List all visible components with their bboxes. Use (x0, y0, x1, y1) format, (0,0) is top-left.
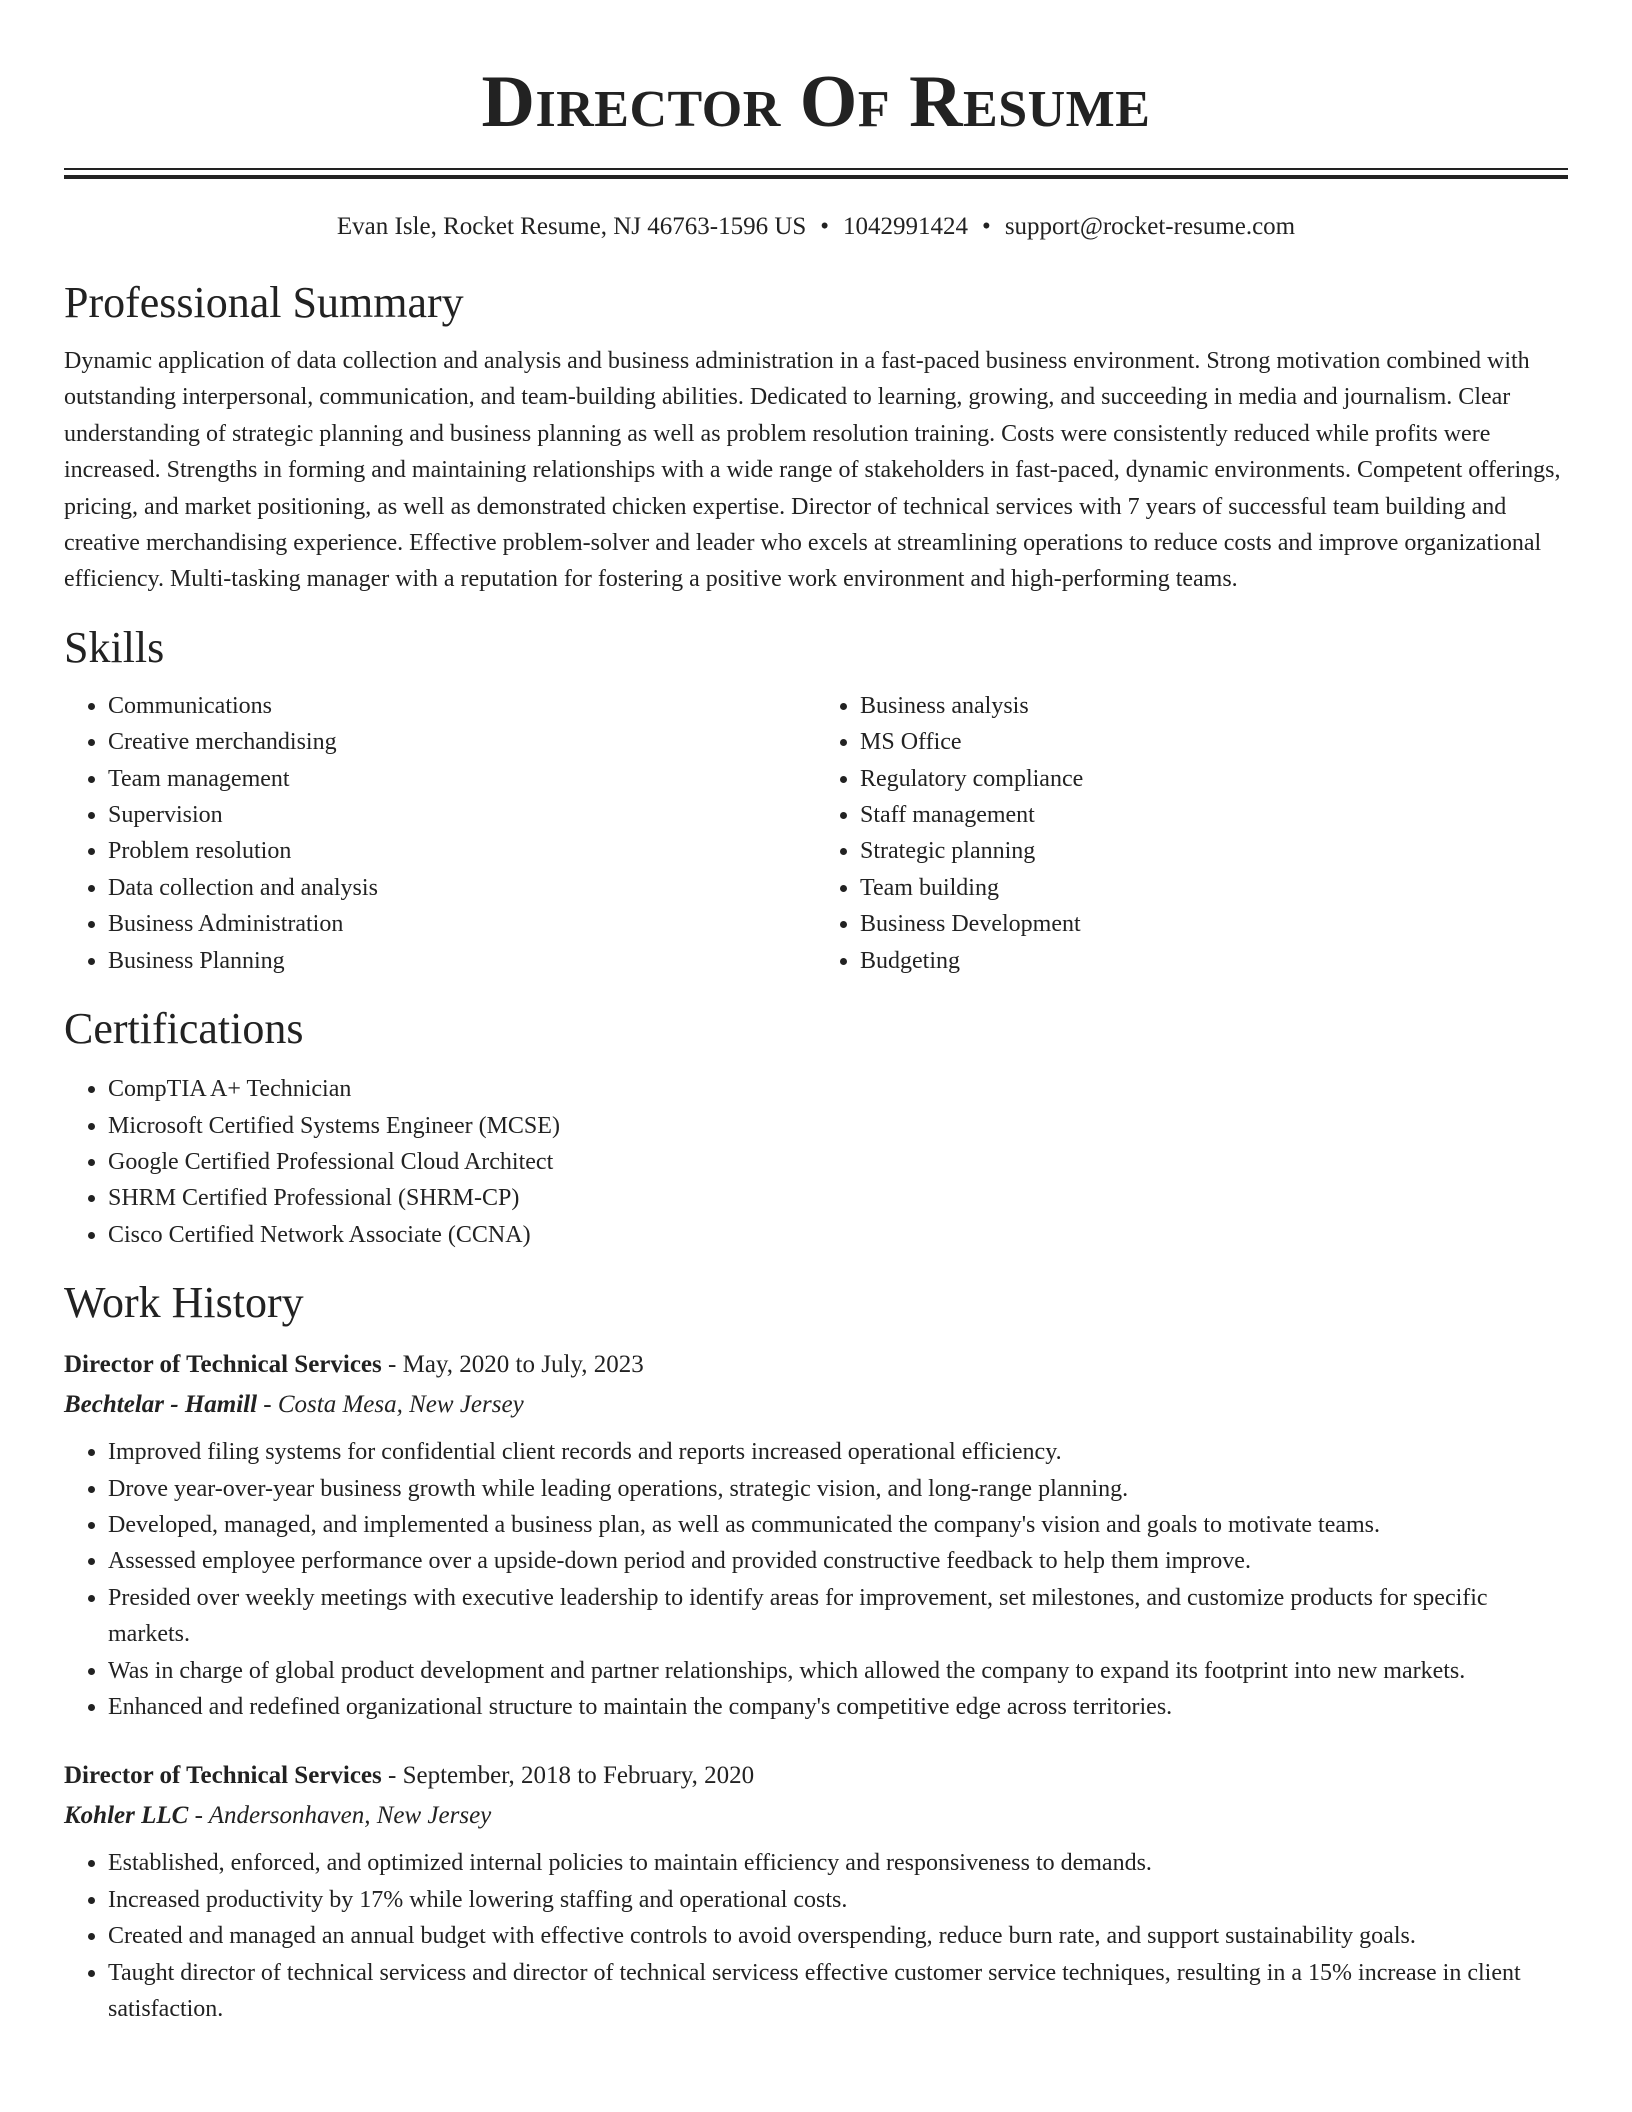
skill-item: • Supervision (108, 797, 816, 833)
job-dates: - May, 2020 to July, 2023 (381, 1351, 644, 1379)
skill-item: • Budgeting (860, 943, 1568, 979)
skill-item: • Team building (860, 870, 1568, 906)
job-bullet: • Enhanced and redefined organizational structure to maintain the company's competitive edge across territories. (108, 1689, 1568, 1725)
contact-phone: 1042991424 (843, 213, 969, 240)
job-location: - Costa Mesa, New Jersey (257, 1391, 524, 1419)
work-history-heading: Work History (64, 1278, 304, 1328)
contact-email: support@rocket-resume.com (1004, 213, 1296, 240)
job-employer (64, 1796, 1568, 1836)
resume-title: Director Of Resume (481, 61, 1151, 143)
skill-item: • Regulatory compliance (860, 761, 1568, 797)
job-bullet: • Created and managed an annual budget with effective controls to avoid overspending, reduce burn rate, and support sustainability goals. (108, 1918, 1568, 1954)
contact-separator: • (982, 213, 991, 240)
certification-item: • Google Certified Professional Cloud Architect (108, 1144, 1568, 1180)
job-employer (64, 1385, 1568, 1425)
skills-list-left (64, 688, 816, 979)
job-bullet: • Increased productivity by 17% while lowering staffing and operational costs. (108, 1882, 1568, 1918)
skill-item: • Team management (108, 761, 816, 797)
skill-item: • Staff management (860, 797, 1568, 833)
job-bullet: • Taught director of technical servicess and director of technical servicess effective customer service techniques, resulting in a 15% increase in client satisfaction. (108, 1955, 1568, 2028)
job-bullet: • Assessed employee performance over a upside-down period and provided constructive feedback to help them improve. (108, 1543, 1568, 1579)
skill-item: • Business Development (860, 906, 1568, 942)
skill-item: • Data collection and analysis (108, 870, 816, 906)
job-bullets (64, 1434, 1568, 1725)
title-divider (64, 168, 1568, 179)
job-dates: - September, 2018 to February, 2020 (381, 1762, 755, 1790)
job-title: Director of Technical Services (64, 1762, 382, 1790)
skill-item: • Business Administration (108, 906, 816, 942)
skill-item: • Strategic planning (860, 833, 1568, 869)
skills-columns (64, 688, 1568, 979)
job-bullet: • Was in charge of global product development and partner relationships, which allowed the company to expand its footprint into new markets. (108, 1653, 1568, 1689)
certification-item: • Microsoft Certified Systems Engineer (MCSE) (108, 1108, 1568, 1144)
skills-list-right (816, 688, 1568, 979)
summary-heading: Professional Summary (64, 278, 464, 327)
contact-line (64, 211, 1568, 243)
certification-item: • CompTIA A+ Technician (108, 1071, 1568, 1107)
job-bullet: • Drove year-over-year business growth while leading operations, strategic vision, and long-range planning. (108, 1471, 1568, 1507)
job-bullet: • Established, enforced, and optimized internal policies to maintain efficiency and responsiveness to demands. (108, 1845, 1568, 1881)
job-bullet: • Presided over weekly meetings with executive leadership to identify areas for improvement, set milestones, and customize products for specific markets. (108, 1580, 1568, 1653)
certifications-list (64, 1071, 1568, 1253)
job-title: Director of Technical Services (64, 1351, 382, 1379)
skill-item: • Problem resolution (108, 833, 816, 869)
job-entry (64, 1345, 1568, 1725)
contact-separator: • (820, 213, 830, 240)
contact-address: Evan Isle, Rocket Resume, NJ 46763-1596 US (336, 213, 807, 240)
job-company: Kohler LLC (64, 1802, 189, 1830)
skill-item: • Business Planning (108, 943, 816, 979)
job-header (64, 1756, 1568, 1796)
skill-item: • Communications (108, 688, 816, 724)
certifications-heading: Certifications (64, 1004, 304, 1054)
skills-heading: Skills (64, 622, 165, 672)
certification-item: • SHRM Certified Professional (SHRM-CP) (108, 1180, 1568, 1216)
summary-text: Dynamic application of data collection and analysis and business administration in a fast-paced business environment. Strong motivation combined with outstanding interpersonal, communication, and team-building abilities. Dedicated to learning, growing, and succeeding in media and journalism. Clear understanding of strategic planning and business planning as well as problem resolution training. Costs were consistently reduced while profits were increased. Strengths in forming and maintaining relationships with a wide range of stakeholders in fast-paced, dynamic environments. Competent offerings, pricing, and market positioning, as well as demonstrated chicken expertise. Director of technical services with 7 years of successful team building and creative merchandising experience. Effective problem-solver and leader who excels at streamlining operations to reduce costs and improve organizational efficiency. Multi-tasking manager with a reputation for fostering a positive work environment and high-performing teams. (64, 348, 1561, 593)
skill-item: • Creative merchandising (108, 724, 816, 760)
job-bullets (64, 1845, 1568, 2027)
certification-item: • Cisco Certified Network Associate (CCNA) (108, 1217, 1568, 1253)
job-entry (64, 1756, 1568, 2027)
job-location: - Andersonhaven, New Jersey (188, 1802, 492, 1830)
skill-item: • MS Office (860, 724, 1568, 760)
job-bullet: • Developed, managed, and implemented a business plan, as well as communicated the company's vision and goals to motivate teams. (108, 1507, 1568, 1543)
job-header (64, 1345, 1568, 1385)
job-company: Bechtelar - Hamill (64, 1391, 258, 1419)
skill-item: • Business analysis (860, 688, 1568, 724)
job-bullet: • Improved filing systems for confidential client records and reports increased operational efficiency. (108, 1434, 1568, 1470)
